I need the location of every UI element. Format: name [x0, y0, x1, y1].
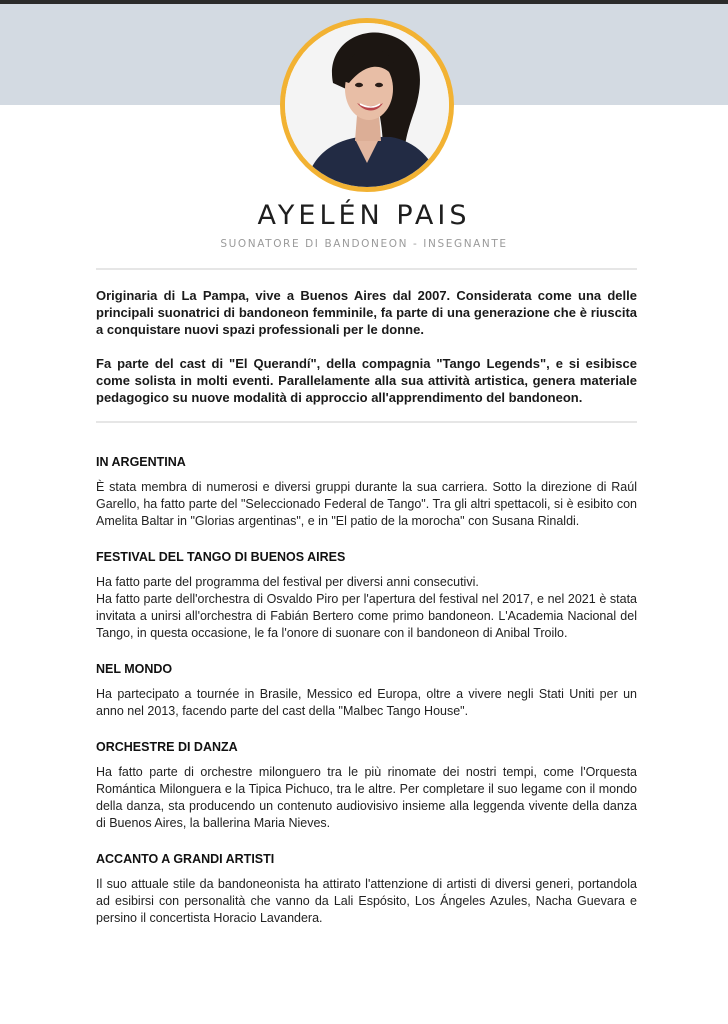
section-body: Ha partecipato a tournée in Brasile, Messico ed Europa, oltre a vivere negli Stati Uniti per un anno nel 2013, facendo parte del cast della "Malbec Tango House".: [96, 687, 637, 718]
section-nel-mondo: [96, 661, 637, 720]
profile-photo: [285, 23, 449, 187]
section-line: Ha fatto parte del programma del festival per diversi anni consecutivi.: [96, 575, 479, 589]
intro-paragraph: Fa parte del cast di "El Querandí", della compagnia "Tango Legends", e si esibisce come solista in molti eventi. Parallelamente alla sua attività artistica, genera materiale pedagogico su nuove modalità di approccio all'apprendimento del bandoneon.: [96, 356, 637, 405]
section-title: ACCANTO A GRANDI ARTISTI: [96, 852, 275, 866]
section-orchestre: [96, 739, 637, 832]
section-in-argentina: [96, 454, 637, 530]
section-title: ORCHESTRE DI DANZA: [96, 740, 238, 754]
section-title: NEL MONDO: [96, 662, 173, 676]
profile-photo-frame: [280, 18, 454, 192]
bio-sections: [96, 454, 637, 946]
portrait-illustration: [285, 23, 449, 187]
section-body: Il suo attuale stile da bandoneonista ha attirato l'attenzione di artisti di diversi generi, portandola ad esibirsi con personalità che vanno da Lali Espósito, Los Ángeles Azules, Nacha Guevara e persino il concertista Horacio Lavandera.: [96, 877, 637, 925]
intro-paragraph: Originaria di La Pampa, vive a Buenos Aires dal 2007. Considerata come una delle principali suonatrici di bandoneon femminile, fa parte di una generazione che è riuscita a conquistare nuovi spazi professionali per le donne.: [96, 288, 637, 337]
section-body: Ha fatto parte di orchestre milonguero tra le più rinomate dei nostri tempi, come l'Orquesta Romántica Milonguera e la Tipica Pichuco, tra le altre. Per completare il suo legame con il mondo della danza, sta producendo un contenuto audiovisivo insieme alla leggenda vivente della danza di Buenos Aires, la ballerina Maria Nieves.: [96, 765, 637, 830]
section-body: È stata membra di numerosi e diversi gruppi durante la sua carriera. Sotto la direzione di Raúl Garello, ha fatto parte del "Seleccionado Federal de Tango". Tra gli altri spettacoli, si è esibito con Amelita Baltar in "Glorias argentinas", e in "El patio de la morocha" con Susana Rinaldi.: [96, 480, 637, 528]
section-title: FESTIVAL DEL TANGO DI BUENOS AIRES: [96, 550, 346, 564]
person-role: SUONATORE DI BANDONEON - INSEGNANTE: [220, 238, 508, 250]
section-title: IN ARGENTINA: [96, 455, 186, 469]
section-body: [96, 574, 637, 642]
intro-block: [96, 287, 637, 406]
section-line: Ha fatto parte dell'orchestra di Osvaldo Piro per l'apertura del festival nel 2017, e nel 2021 è stata invitata a unirsi all'orchestra di Fabián Bertero come primo bandoneon. L'Academia Nacional del Tango, in questa occasione, le fa l'onore di suonare con il bandoneon di Anibal Troilo.: [96, 592, 637, 640]
person-name: AYELÉN PAIS: [257, 200, 471, 231]
section-grandi-artisti: [96, 851, 637, 927]
section-festival: [96, 549, 637, 642]
divider: [96, 421, 637, 423]
divider: [96, 268, 637, 270]
